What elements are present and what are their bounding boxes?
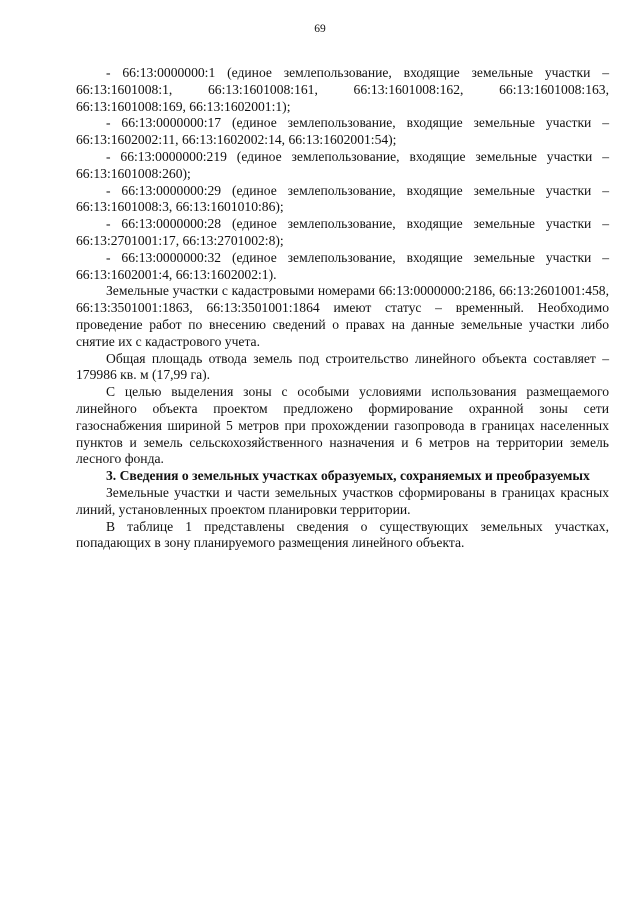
document-body <box>76 65 609 552</box>
paragraph-parcel-28: - 66:13:0000000:28 (единое землепользование, входящие земельные участки – 66:13:2701001:17, 66:13:2701002:8); <box>76 216 609 248</box>
paragraph-parcel-32: - 66:13:0000000:32 (единое землепользование, входящие земельные участки – 66:13:1602001:4, 66:13:1602002:1). <box>76 249 609 282</box>
section-heading: 3. Сведения о земельных участках образуемых, сохраняемых и преобразуемых <box>106 468 590 484</box>
page-number: 69 <box>314 23 326 35</box>
paragraph-total-area: Общая площадь отвода земель под строительство линейного объекта составляет – 179986 кв. м (17,99 га). <box>76 350 609 383</box>
paragraph-red-lines: Земельные участки и части земельных участков сформированы в границах красных линий, установленных проектом планировки территории. <box>76 484 609 517</box>
paragraph-parcel-1: - 66:13:0000000:1 (единое землепользование, входящие земельные участки – 66:13:1601008:1, 66:13:1601008:161, 66:13:1601008:162, 66:13:1601008:163, 66:13:1601008:169, 66:13:1602001:1); <box>76 65 609 114</box>
paragraph-parcel-17: - 66:13:0000000:17 (единое землепользование, входящие земельные участки – 66:13:1602002:11, 66:13:1602002:14, 66:13:1602001:54); <box>76 115 609 148</box>
paragraph-temporary-status: Земельные участки с кадастровыми номерами 66:13:0000000:2186, 66:13:2601001:458, 66:13:3501001:1863, 66:13:3501001:1864 имеют статус – временный. Необходимо проведение работ по внесению сведений о правах на данные земельные участки либо снятие их с кадастрового учета. <box>76 283 609 349</box>
paragraph-protection-zone: С целью выделения зоны с особыми условиями использования размещаемого линейного объекта проектом предложено формирование охранной зоны сети газоснабжения шириной 5 метров при прохождении газопровода в границах населенных пунктов и земель сельскохозяйственного назначения и 6 метров на территории земель лесного фонда. <box>76 384 609 467</box>
paragraph-table-reference: В таблице 1 представлены сведения о существующих земельных участках, попадающих в зону планируемого размещения линейного объекта. <box>76 518 609 551</box>
paragraph-parcel-219: - 66:13:0000000:219 (единое землепользование, входящие земельные участки – 66:13:1601008:260); <box>76 148 609 181</box>
paragraph-parcel-29: - 66:13:0000000:29 (единое землепользование, входящие земельные участки – 66:13:1601008:3, 66:13:1601010:86); <box>76 182 609 215</box>
